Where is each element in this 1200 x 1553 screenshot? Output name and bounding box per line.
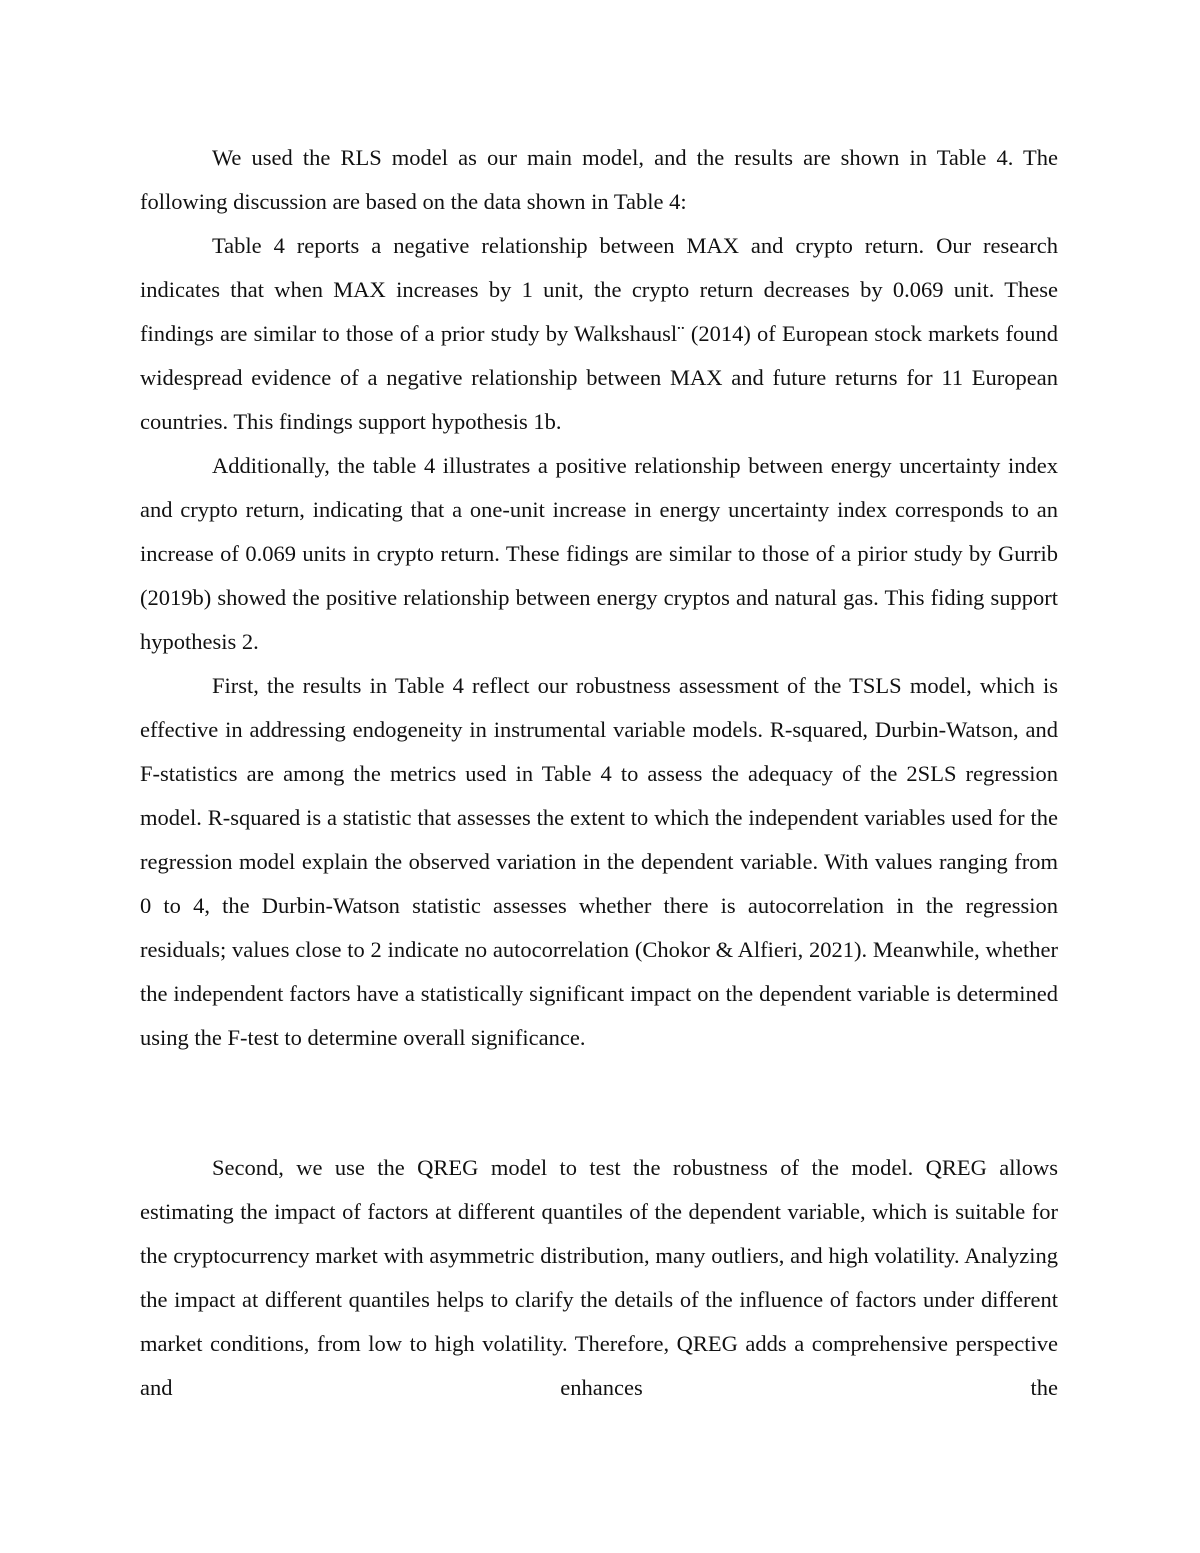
paragraph-rls-model: We used the RLS model as our main model, and the results are shown in Table 4. The following discussion are based on the data shown in Table 4: [140, 145, 1058, 214]
body-text-continued-section [140, 1146, 1058, 1410]
paragraph-energy-uncertainty: Additionally, the table 4 illustrates a positive relationship between energy uncertainty index and crypto return, indicating that a one-unit increase in energy uncertainty index corresponds to an increase of 0.069 units in crypto return. These fidings are similar to those of a pirior study by Gurrib (2019b) showed the positive relationship between energy cryptos and natural gas. This fiding support hypothesis 2. [140, 453, 1058, 654]
paragraph-tsls-robustness: First, the results in Table 4 reflect our robustness assessment of the TSLS model, which is effective in addressing endogeneity in instrumental variable models. R-squared, Durbin-Watson, and F-statistics are among the metrics used in Table 4 to assess the adequacy of the 2SLS regression model. R-squared is a statistic that assesses the extent to which the independent variables used for the regression model explain the observed variation in the dependent variable. With values ranging from 0 to 4, the Durbin-Watson statistic assesses whether there is autocorrelation in the regression residuals; values close to 2 indicate no autocorrelation (Chokor & Alfieri, 2021). Meanwhile, whether the independent factors have a statistically significant impact on the dependent variable is determined using the F-test to determine overall significance. [140, 673, 1058, 1050]
paragraph-qreg-robustness: Second, we use the QREG model to test the robustness of the model. QREG allows estimating the impact of factors at different quantiles of the dependent variable, which is suitable for the cryptocurrency market with asymmetric distribution, many outliers, and high volatility. Analyzing the impact at different quantiles helps to clarify the details of the influence of factors under different market conditions, from low to high volatility. Therefore, QREG adds a comprehensive perspective and enhances the [140, 1155, 1058, 1400]
paragraph-max-relationship: Table 4 reports a negative relationship between MAX and crypto return. Our research indicates that when MAX increases by 1 unit, the crypto return decreases by 0.069 unit. These findings are similar to those of a prior study by Walkshausl¨ (2014) of European stock markets found widespread evidence of a negative relationship between MAX and future returns for 11 European countries. This findings support hypothesis 1b. [140, 233, 1058, 434]
body-text-section [140, 136, 1058, 1060]
